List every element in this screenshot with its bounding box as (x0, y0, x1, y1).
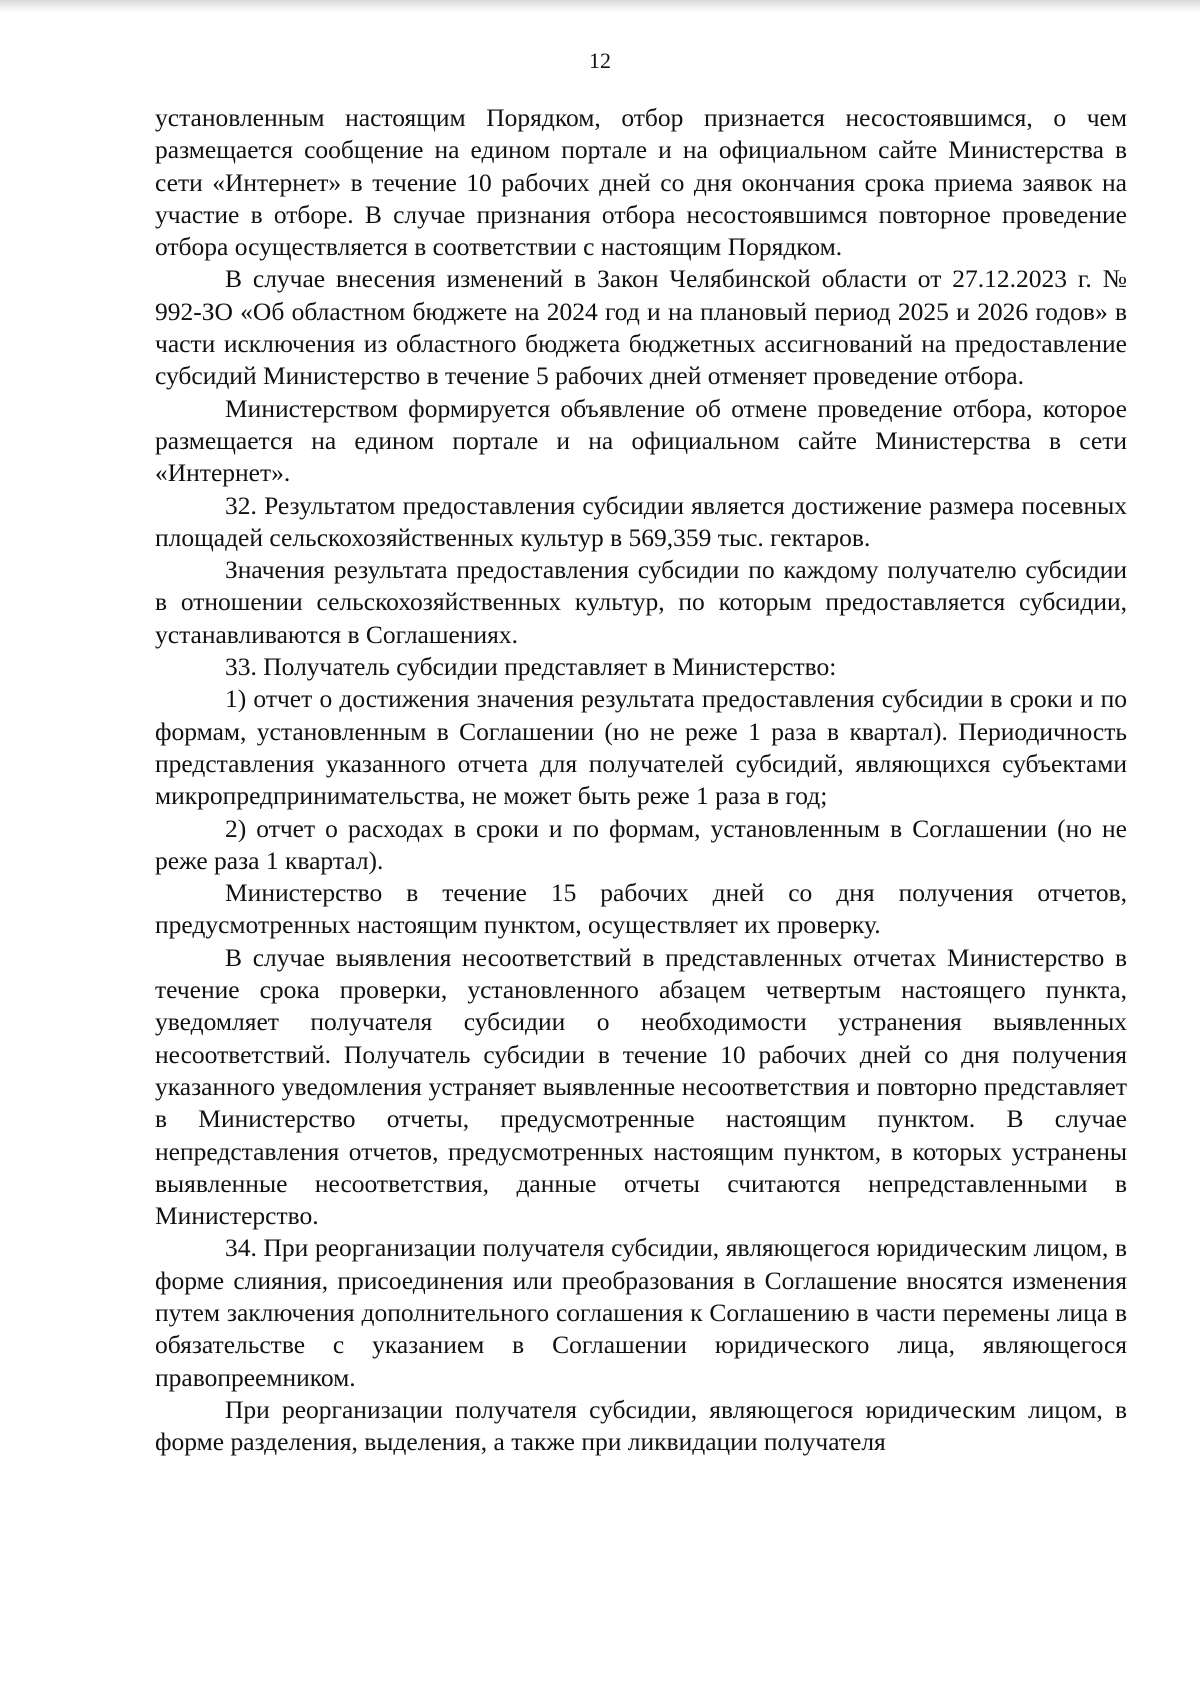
document-body (155, 102, 1127, 1458)
paragraph: В случае выявления несоответствий в представленных отчетах Министерство в течение срока проверки, установленного абзацем четвертым настоящего пункта, уведомляет получателя субсидии о необходимости устранения выявленных несоответствий. Получатель субсидии в течение 10 рабочих дней со дня получения указанного уведомления устраняет выявленные несоответствия и повторно представляет в Министерство отчеты, предусмотренные настоящим пунктом. В случае непредставления отчетов, предусмотренных настоящим пунктом, в которых устранены выявленные несоответствия, данные отчеты считаются непредставленными в Министерство. (155, 942, 1127, 1231)
paragraph: 2) отчет о расходах в сроки и по формам, установленным в Соглашении (но не реже раза 1 квартал). (155, 813, 1127, 875)
scan-edge (0, 0, 1200, 12)
paragraph: Министерство в течение 15 рабочих дней со дня получения отчетов, предусмотренных настоящим пунктом, осуществляет их проверку. (155, 878, 1127, 940)
paragraph: Министерством формируется объявление об отмене проведение отбора, которое размещается на едином портале и на официальном сайте Министерства в сети «Интернет». (155, 393, 1127, 488)
paragraph: установленным настоящим Порядком, отбор признается несостоявшимся, о чем размещается сообщение на едином портале и на официальном сайте Министерства в сети «Интернет» в течение 10 рабочих дней со дня окончания срока приема заявок на участие в отборе. В случае признания отбора несостоявшимся повторное проведение отбора осуществляется в соответствии с настоящим Порядком. (155, 103, 1127, 262)
paragraph: Значения результата предоставления субсидии по каждому получателю субсидии в отношении сельскохозяйственных культур, по которым предоставляется субсидии, устанавливаются в Соглашениях. (155, 555, 1127, 649)
paragraph: 34. При реорганизации получателя субсидии, являющегося юридическим лицом, в форме слияния, присоединения или преобразования в Соглашение вносятся изменения путем заключения дополнительного соглашения к Соглашению в части перемены лица в обязательстве с указанием в Соглашении юридического лица, являющегося правопреемником. (155, 1233, 1127, 1392)
paragraph: При реорганизации получателя субсидии, являющегося юридическим лицом, в форме разделения, выделения, а также при ликвидации получателя (155, 1394, 1127, 1457)
paragraph: 1) отчет о достижения значения результата предоставления субсидии в сроки и по формам, установленным в Соглашении (но не реже 1 раза в квартал). Периодичность представления указанного отчета для получателей субсидий, являющихся субъектами микропредпринимательства, не может быть реже 1 раза в год; (155, 684, 1127, 811)
paragraph: 32. Результатом предоставления субсидии является достижение размера посевных площадей сельскохозяйственных культур в 569,359 тыс. гектаров. (155, 490, 1127, 552)
paragraph: 33. Получатель субсидии представляет в Министерство: (225, 652, 837, 682)
paragraph: В случае внесения изменений в Закон Челябинской области от 27.12.2023 г. № 992-ЗО «Об областном бюджете на 2024 год и на плановый период 2025 и 2026 годов» в части исключения из областного бюджета бюджетных ассигнований на предоставление субсидий Министерство в течение 5 рабочих дней отменяет проведение отбора. (155, 264, 1127, 391)
page-number: 12 (589, 48, 611, 73)
